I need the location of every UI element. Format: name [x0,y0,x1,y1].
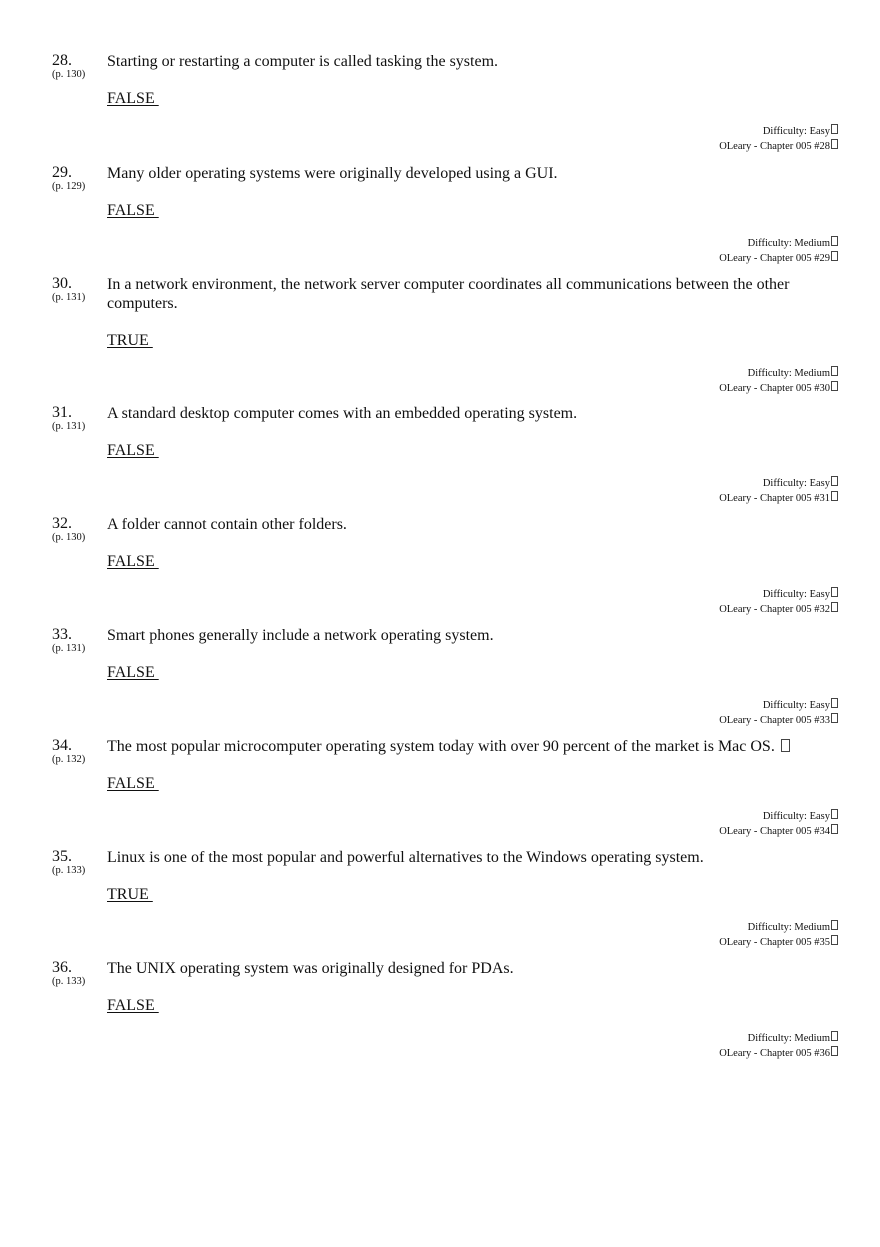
difficulty: Difficulty: Medium [747,1033,830,1044]
source-tag: OLeary - Chapter 005 #36 [719,1047,830,1059]
question-text: A standard desktop computer comes with an embedded operating system. [107,405,578,422]
source-tag: OLeary - Chapter 005 #32 [719,603,830,615]
box-glyph-icon [831,366,838,376]
question-meta [719,476,838,505]
difficulty: Difficulty: Easy [762,478,830,489]
difficulty: Difficulty: Medium [747,238,830,249]
difficulty: Difficulty: Medium [747,368,830,379]
page-reference: (p. 131) [52,421,86,432]
page-reference: (p. 130) [52,532,86,543]
source-line [719,139,838,154]
answer: FALSE [107,775,159,792]
source-tag: OLeary - Chapter 005 #31 [719,492,830,504]
question-number: 32. [52,515,72,532]
box-glyph-icon [831,491,838,501]
page-reference: (p. 132) [52,754,86,765]
question-number: 30. [52,275,72,292]
question-number: 28. [52,52,72,69]
box-glyph-icon [831,809,838,819]
source-tag: OLeary - Chapter 005 #28 [719,140,830,152]
box-glyph-icon [831,602,838,612]
question-meta [719,809,838,838]
question-text-content: The most popular microcomputer operating system today with over 90 percent of the market is Mac OS. [107,738,775,755]
question-meta [719,236,838,265]
source-line [719,602,838,617]
question-number: 34. [52,737,72,754]
source-line [719,381,838,396]
question-text: The UNIX operating system was originally designed for PDAs. [107,960,514,977]
page-reference: (p. 133) [52,976,86,987]
page-reference: (p. 130) [52,69,86,80]
answer: FALSE [107,553,159,570]
difficulty: Difficulty: Medium [747,922,830,933]
source-line [719,824,838,839]
answer: FALSE [107,90,159,107]
page-reference: (p. 129) [52,181,86,192]
box-glyph-icon [831,713,838,723]
question-number: 33. [52,626,72,643]
box-glyph-icon [781,739,790,752]
difficulty-line [719,236,838,251]
question-text: A folder cannot contain other folders. [107,516,347,533]
box-glyph-icon [831,124,838,134]
source-line [719,491,838,506]
answer: TRUE [107,886,153,903]
answer: TRUE [107,332,153,349]
question-text: Starting or restarting a computer is called tasking the system. [107,53,499,70]
box-glyph-icon [831,251,838,261]
answer: FALSE [107,442,159,459]
box-glyph-icon [831,1046,838,1056]
box-glyph-icon [831,1031,838,1041]
answer: FALSE [107,202,159,219]
question-meta [719,1031,838,1060]
difficulty-line [719,587,838,602]
question-number: 31. [52,404,72,421]
box-glyph-icon [831,587,838,597]
page-reference: (p. 133) [52,865,86,876]
question-number: 36. [52,959,72,976]
difficulty: Difficulty: Easy [762,811,830,822]
difficulty-line [719,124,838,139]
box-glyph-icon [831,920,838,930]
source-tag: OLeary - Chapter 005 #29 [719,252,830,264]
question-number: 35. [52,848,72,865]
question-text: In a network environment, the network server computer coordinates all communications between the other computers. [107,276,790,312]
source-tag: OLeary - Chapter 005 #34 [719,825,830,837]
source-tag: OLeary - Chapter 005 #33 [719,714,830,726]
difficulty-line [719,809,838,824]
difficulty-line [719,366,838,381]
question-number: 29. [52,164,72,181]
source-line [719,713,838,728]
difficulty-line [719,920,838,935]
box-glyph-icon [831,236,838,246]
question-text: Smart phones generally include a network operating system. [107,627,494,644]
difficulty-line [719,1031,838,1046]
answer: FALSE [107,664,159,681]
difficulty-line [719,698,838,713]
source-line [719,1046,838,1061]
question-meta [719,920,838,949]
difficulty: Difficulty: Easy [762,126,830,137]
question-meta [719,124,838,153]
difficulty-line [719,476,838,491]
question-meta [719,366,838,395]
box-glyph-icon [831,935,838,945]
page-reference: (p. 131) [52,292,86,303]
source-tag: OLeary - Chapter 005 #35 [719,936,830,948]
source-line [719,935,838,950]
difficulty: Difficulty: Easy [762,589,830,600]
difficulty: Difficulty: Easy [762,700,830,711]
answer: FALSE [107,997,159,1014]
box-glyph-icon [831,824,838,834]
question-text: Linux is one of the most popular and powerful alternatives to the Windows operating system. [107,849,704,866]
question-meta [719,587,838,616]
question-text [107,737,867,756]
source-tag: OLeary - Chapter 005 #30 [719,382,830,394]
question-text: Many older operating systems were originally developed using a GUI. [107,165,558,182]
source-line [719,251,838,266]
page-reference: (p. 131) [52,643,86,654]
box-glyph-icon [831,381,838,391]
box-glyph-icon [831,698,838,708]
question-meta [719,698,838,727]
box-glyph-icon [831,476,838,486]
box-glyph-icon [831,139,838,149]
